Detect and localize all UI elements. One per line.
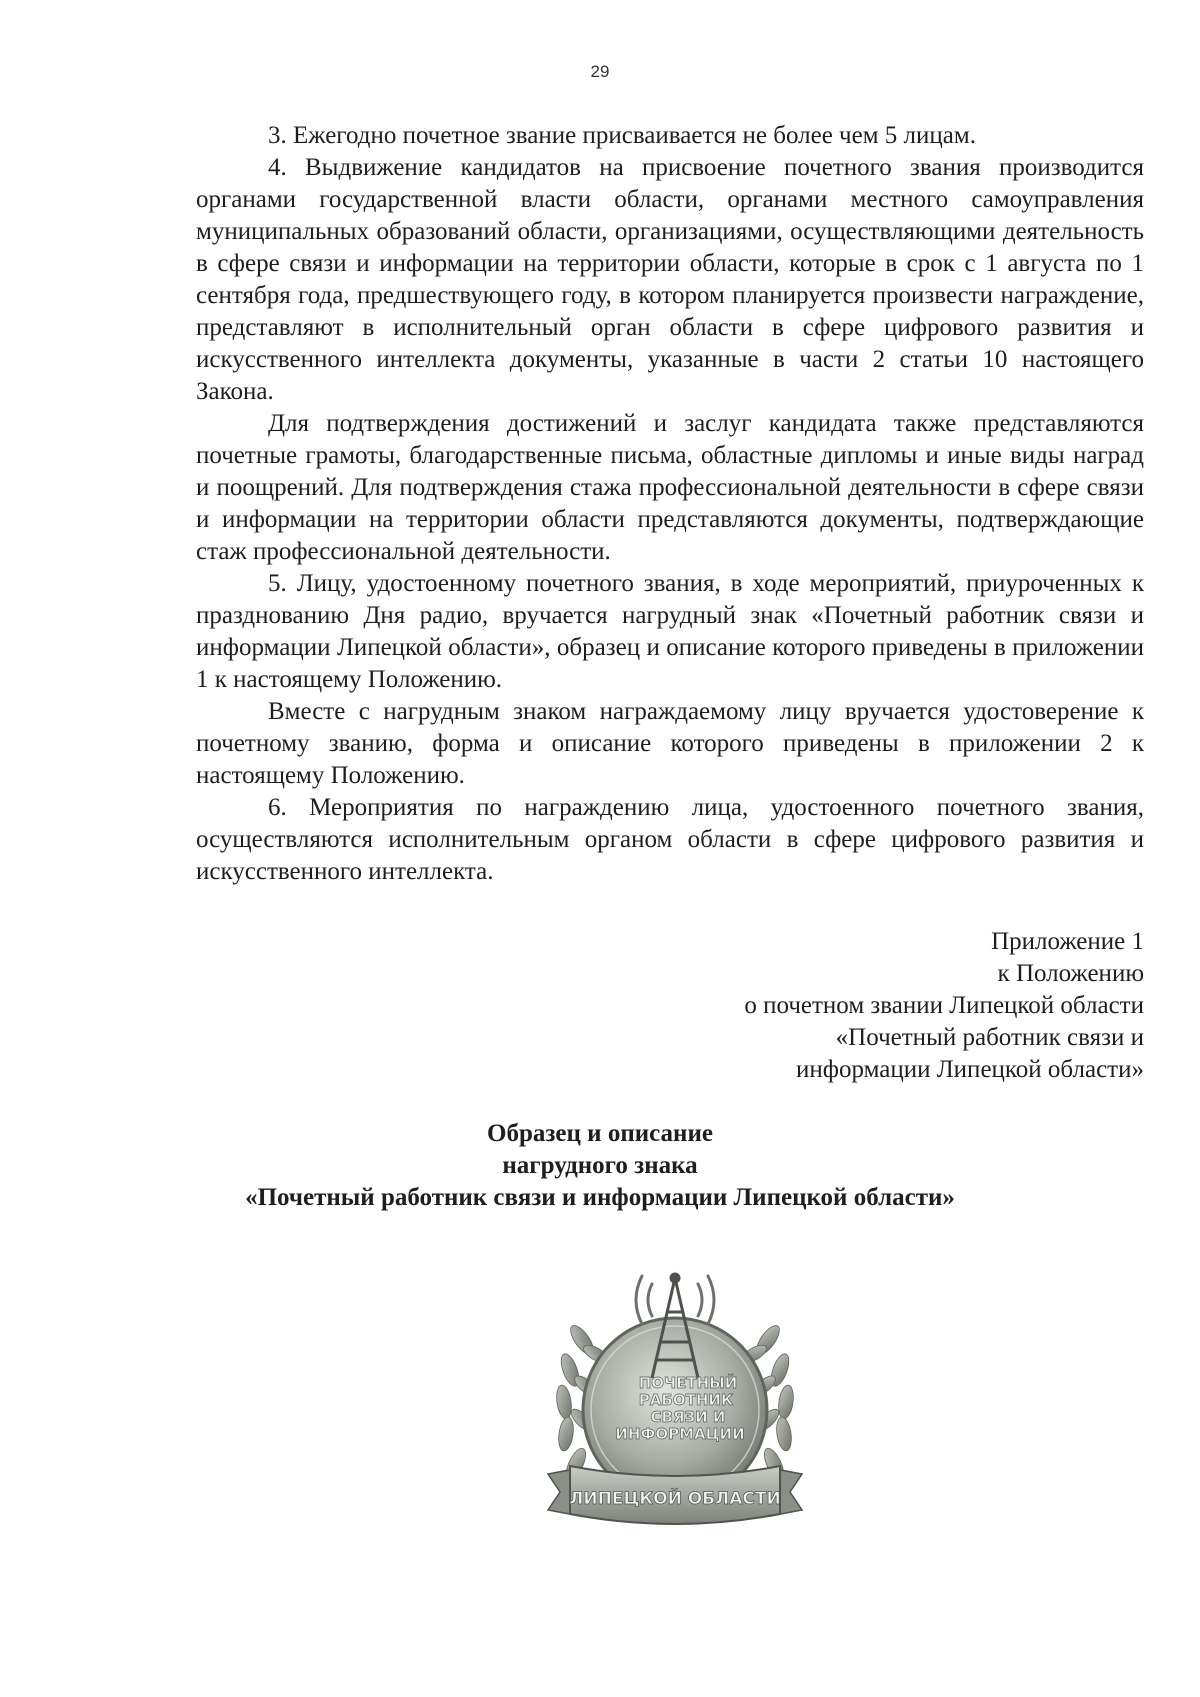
badge-text-line: ИНФОРМАЦИИ <box>615 1425 745 1443</box>
paragraph: 6. Мероприятия по награждению лица, удостоенного почетного звания, осуществляются исполнительным органом области в сфере цифрового развития и искусственного интеллекта. <box>196 794 1144 885</box>
section-title <box>0 1118 1200 1214</box>
title-line: Образец и описание <box>487 1120 713 1147</box>
paragraph: 3. Ежегодно почетное звание присваивается не более чем 5 лицам. <box>268 122 976 149</box>
paragraph: 4. Выдвижение кандидатов на присвоение почетного звания производится органами государственной власти области, органами местного самоуправления муниципальных образований области, организациями, осуществляющими деятельность в сфере связи и информации на территории области, которые в срок с 1 августа по 1 сентября года, предшествующего году, в котором планируется произвести награждение, представляют в исполнительный орган области в сфере цифрового развития и искусственного интеллекта документы, указанные в части 2 статьи 10 настоящего Закона. <box>196 154 1144 405</box>
title-line: нагрудного знака <box>502 1152 698 1179</box>
paragraph: Для подтверждения достижений и заслуг кандидата также представляются почетные грамоты, благодарственные письма, областные дипломы и иные виды наград и поощрений. Для подтверждения стажа профессиональной деятельности в сфере связи и информации на территории области представляются документы, подтверждающие стаж профессиональной деятельности. <box>196 410 1144 565</box>
paragraph: Вместе с нагрудным знаком награждаемому лицу вручается удостоверение к почетному званию, форма и описание которого приведены в приложении 2 к настоящему Положению. <box>196 698 1144 789</box>
page-number: 29 <box>590 62 610 81</box>
document-body <box>196 120 1144 888</box>
appendix-line: информации Липецкой области» <box>796 1056 1144 1083</box>
badge-text-line: СВЯЗИ И <box>650 1408 726 1426</box>
appendix-line: «Почетный работник связи и <box>835 1024 1144 1051</box>
badge-ribbon-text: ЛИПЕЦКОЙ ОБЛАСТИ <box>569 1489 781 1509</box>
appendix-line: к Положению <box>997 960 1144 987</box>
appendix-header <box>744 926 1144 1086</box>
appendix-line: о почетном звании Липецкой области <box>744 992 1144 1019</box>
badge-text-line: ПОЧЕТНЫЙ <box>638 1374 738 1392</box>
badge-text-line: РАБОТНИК <box>638 1391 734 1409</box>
paragraph: 5. Лицу, удостоенному почетного звания, в ходе мероприятий, приуроченных к празднованию Дня радио, вручается нагрудный знак «Почетный работник связи и информации Липецкой области», образец и описание которого приведены в приложении 1 к настоящему Положению. <box>196 570 1144 693</box>
badge-image <box>540 1260 810 1560</box>
title-line: «Почетный работник связи и информации Липецкой области» <box>245 1184 955 1211</box>
appendix-line: Приложение 1 <box>991 928 1144 955</box>
